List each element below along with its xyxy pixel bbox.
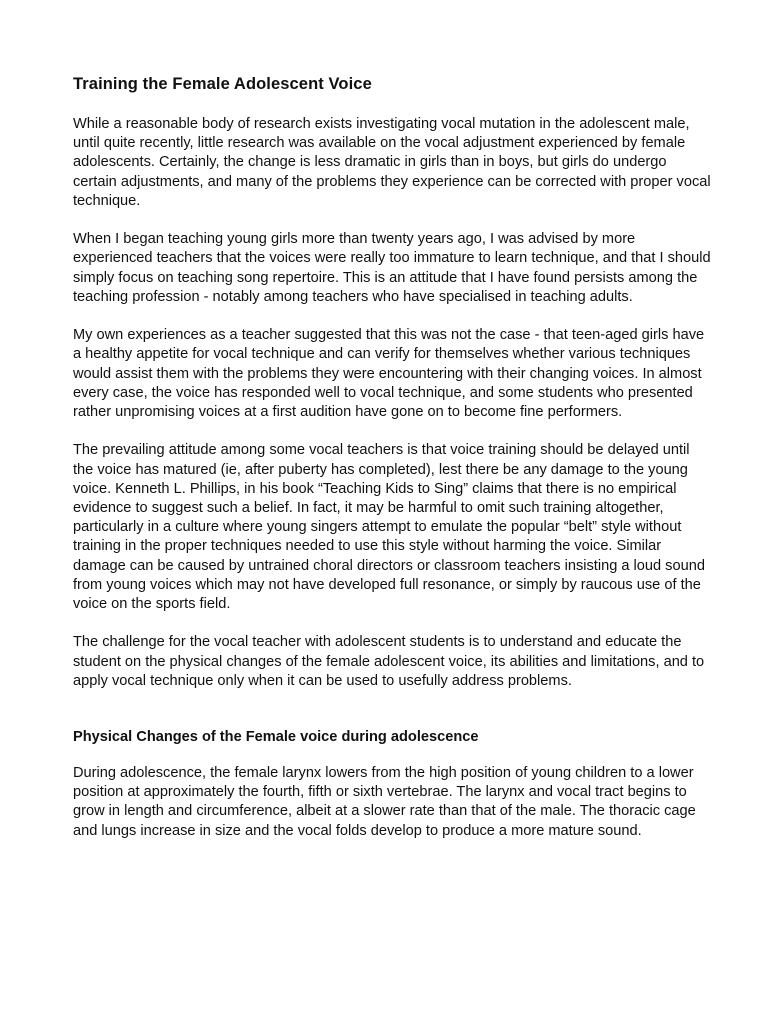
- paragraph: When I began teaching young girls more than twenty years ago, I was advised by more experienced teachers that the voices were really too immature to learn technique, and that I should simply focus on teaching song repertoire. This is an attitude that I have found persists among the teaching profession - notably among teachers who have specialised in teaching adults.: [73, 231, 711, 305]
- document-page: [73, 73, 713, 860]
- document-title: Training the Female Adolescent Voice: [73, 75, 372, 93]
- paragraph: The challenge for the vocal teacher with adolescent students is to understand and educate the student on the physical changes of the female adolescent voice, its abilities and limitations, and to apply vocal technique only when it can be used to usefully address problems.: [73, 634, 705, 689]
- paragraph: My own experiences as a teacher suggested that this was not the case - that teen-aged girls have a healthy appetite for vocal technique and can verify for themselves whether various techniques would assist them with the problems they were encountering with their changing voices. In almost every case, the voice has responded well to vocal technique, and some students who presented rather unpromising voices at a first audition have gone on to become fine performers.: [73, 327, 705, 421]
- section-heading: Physical Changes of the Female voice during adolescence: [73, 729, 479, 746]
- paragraph: The prevailing attitude among some vocal teachers is that voice training should be delayed until the voice has matured (ie, after puberty has completed), lest there be any damage to the young voice. Kenneth L. Phillips, in his book “Teaching Kids to Sing” claims that there is no empirical evidence to suggest such a belief. In fact, it may be harmful to omit such training altogether, particularly in a culture where young singers attempt to emulate the popular “belt” style without training in the proper techniques needed to use this style without harming the voice. Similar damage can be caused by untrained choral directors or classroom teachers insisting a loud sound from young voices which may not have developed full resonance, or simply by raucous use of the voice on the sports field.: [73, 442, 705, 613]
- paragraph: During adolescence, the female larynx lowers from the high position of young children to a lower position at approximately the fourth, fifth or sixth vertebrae. The larynx and vocal tract begins to grow in length and circumference, albeit at a slower rate than that of the male. The thoracic cage and lungs increase in size and the vocal folds develop to produce a more mature sound.: [73, 765, 696, 839]
- paragraph: While a reasonable body of research exists investigating vocal mutation in the adolescent male, until quite recently, little research was available on the vocal adjustment experienced by female adolescents. Certainly, the change is less dramatic in girls than in boys, but girls do undergo certain adjustments, and many of the problems they experience can be corrected with proper vocal technique.: [73, 116, 711, 209]
